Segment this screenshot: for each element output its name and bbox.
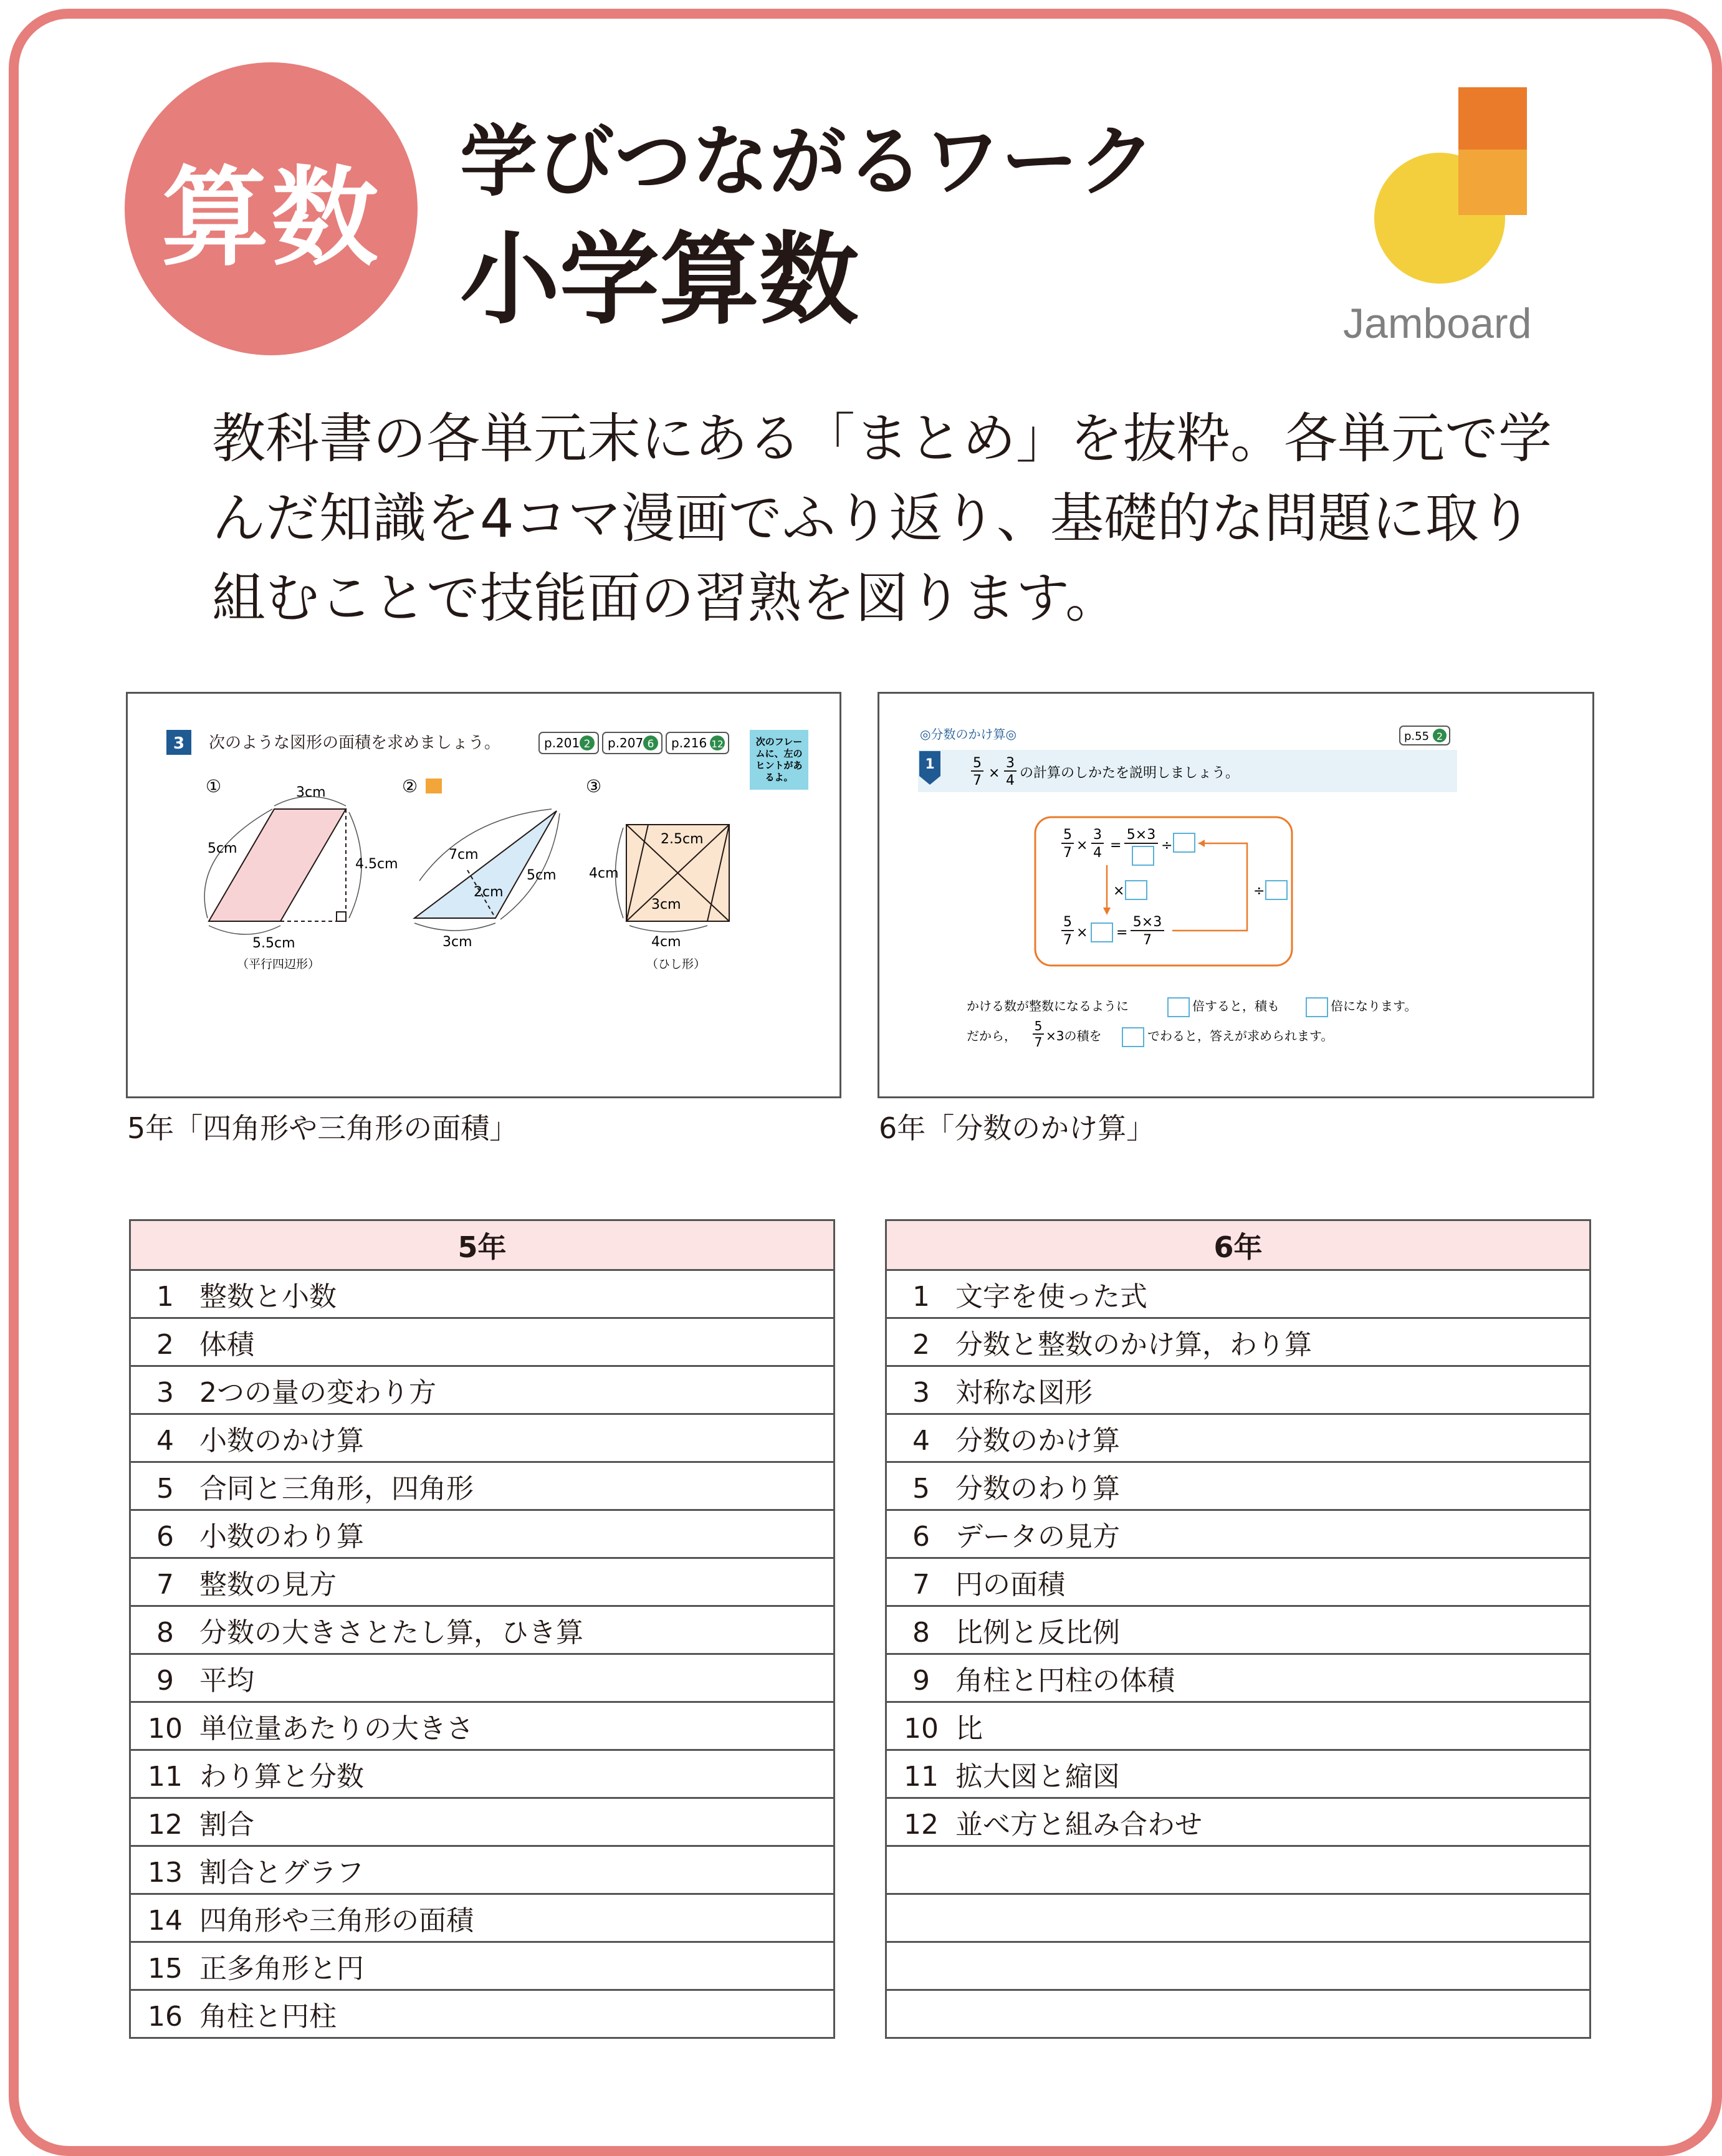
unit-cell (886, 1270, 1590, 1318)
table-row (130, 1606, 835, 1654)
table-row (130, 1894, 835, 1942)
unit-number: 8 (156, 1617, 174, 1649)
dim-label: 4.5cm (355, 856, 398, 872)
unit-cell (886, 1462, 1590, 1510)
dim-label: 3cm (651, 897, 681, 913)
svg-text:7: 7 (1143, 932, 1152, 948)
grade6-rows (886, 1270, 1590, 2038)
unit-number: 10 (904, 1713, 939, 1745)
unit-cell (130, 1798, 835, 1846)
unit-number: 4 (156, 1425, 174, 1457)
series-title: 学びつながるワーク (460, 117, 1156, 207)
unit-number: 2 (912, 1329, 930, 1361)
unit-cell (130, 1654, 835, 1702)
ref-page: p.55 (1404, 730, 1430, 743)
section-label: ◎分数のかけ算◎ (920, 727, 1016, 742)
grade5-rows (130, 1270, 835, 2038)
grade6-units-table (885, 1219, 1591, 2039)
unit-cell (886, 1366, 1590, 1414)
table-row (886, 1942, 1590, 1990)
table-row (130, 1366, 835, 1414)
svg-text:÷: ÷ (1161, 838, 1173, 853)
svg-text:=: = (1110, 838, 1122, 853)
area-problem-figure (128, 694, 839, 1096)
ref-badge: 6 (647, 738, 654, 750)
unit-cell (130, 1270, 835, 1318)
unit-cell (130, 1942, 835, 1990)
table-row (130, 1750, 835, 1798)
svg-text:4: 4 (1093, 845, 1102, 861)
unit-cell (130, 1894, 835, 1942)
table-row (886, 1702, 1590, 1750)
unit-number: 4 (912, 1425, 930, 1457)
unit-title: 拡大図と縮図 (955, 1761, 1120, 1793)
answer-blank (1168, 998, 1189, 1017)
subject-badge-label: 算数 (161, 155, 381, 280)
grade5-units-table (129, 1219, 835, 2039)
svg-text:5×3: 5×3 (1132, 914, 1162, 930)
unit-number: 1 (156, 1281, 174, 1313)
table-row (886, 1414, 1590, 1462)
hint-line: るよ。 (765, 772, 793, 783)
unit-title: 整数の見方 (199, 1569, 337, 1601)
table-row (886, 1270, 1590, 1318)
table-row (886, 1318, 1590, 1366)
table-header: 6年 (886, 1220, 1590, 1270)
unit-number: 2 (156, 1329, 174, 1361)
hint-line: ムに、左の (755, 748, 803, 759)
intro-line: 教科書の各単元末にある「まとめ」を抜粋。各単元で学 (212, 408, 1552, 470)
unit-title: 平均 (199, 1665, 254, 1697)
table-row (886, 1846, 1590, 1894)
svg-text:=: = (1116, 925, 1128, 941)
unit-cell (886, 1702, 1590, 1750)
unit-cell (886, 1798, 1590, 1846)
unit-cell (130, 1462, 835, 1510)
subject-title: 小学算数 (460, 221, 859, 338)
fig-label: ① (206, 776, 222, 797)
explanation-line: 倍すると，積も (1192, 999, 1280, 1013)
unit-number: 11 (148, 1761, 183, 1793)
unit-cell (130, 1558, 835, 1606)
unit-title: 四角形や三角形の面積 (199, 1905, 474, 1937)
table-row (886, 1366, 1590, 1414)
unit-title: 分数の大きさとたし算，ひき算 (199, 1617, 583, 1649)
unit-cell (886, 1414, 1590, 1462)
question-text: 次のような図形の面積を求めましょう。 (209, 734, 501, 752)
table-row (886, 1606, 1590, 1654)
unit-number: 12 (904, 1809, 939, 1841)
svg-text:5: 5 (1063, 827, 1072, 843)
unit-cell (886, 1846, 1590, 1894)
dim-label: 2.5cm (661, 831, 704, 847)
table-row (130, 1558, 835, 1606)
ref-badge: 12 (711, 739, 724, 750)
unit-title: 単位量あたりの大きさ (199, 1713, 474, 1745)
intro-line: んだ知識を4コマ漫画でふり返り、基礎的な問題に取り (212, 487, 1533, 550)
unit-title: 分数のかけ算 (955, 1425, 1120, 1457)
svg-text:7: 7 (1034, 1035, 1043, 1050)
unit-cell (130, 1846, 835, 1894)
shape-name: （平行四辺形） (237, 957, 320, 971)
unit-number: 7 (156, 1569, 174, 1601)
unit-cell (130, 1510, 835, 1558)
unit-title: 角柱と円柱 (199, 2001, 337, 2033)
table-row (130, 1414, 835, 1462)
fraction-problem-figure (879, 694, 1592, 1096)
sample-fraction-multiplication (878, 692, 1594, 1098)
table-row (130, 1702, 835, 1750)
answer-blank (1132, 846, 1154, 865)
unit-title: 小数のかけ算 (199, 1425, 364, 1457)
fig-label: ② (402, 776, 418, 797)
svg-text:7: 7 (1063, 932, 1072, 948)
svg-text:×: × (1113, 883, 1125, 899)
dim-label: 4cm (589, 866, 619, 881)
ref-page: p.207 (608, 735, 644, 750)
svg-text:5: 5 (1034, 1018, 1043, 1033)
explanation-line: ×3の積を (1046, 1028, 1102, 1043)
unit-title: 割合とグラフ (199, 1857, 364, 1889)
unit-title: 正多角形と円 (199, 1953, 364, 1985)
unit-number: 5 (912, 1473, 930, 1505)
answer-blank (1306, 998, 1327, 1017)
svg-text:5: 5 (1063, 914, 1072, 930)
svg-text:×: × (1076, 925, 1088, 941)
unit-title: 整数と小数 (199, 1281, 337, 1313)
table-row (130, 1990, 835, 2038)
table-row (130, 1654, 835, 1702)
unit-cell (886, 1654, 1590, 1702)
unit-title: わり算と分数 (199, 1761, 364, 1793)
unit-cell (130, 1990, 835, 2038)
dim-label: 5.5cm (252, 936, 295, 951)
intro-text (212, 399, 1552, 638)
unit-title: 分数と整数のかけ算，わり算 (955, 1329, 1312, 1361)
table-row (130, 1510, 835, 1558)
unit-number: 5 (156, 1473, 174, 1505)
table-row (886, 1510, 1590, 1558)
explanation-line: だから， (967, 1028, 1016, 1043)
unit-title: データの見方 (955, 1521, 1120, 1553)
unit-title: 角柱と円柱の体積 (955, 1665, 1175, 1697)
unit-cell (130, 1702, 835, 1750)
dim-label: 3cm (296, 785, 326, 800)
table-row (130, 1462, 835, 1510)
unit-number: 10 (148, 1713, 183, 1745)
svg-text:×: × (988, 765, 1000, 781)
hint-line: 次のフレー (755, 736, 803, 747)
table-row (130, 1270, 835, 1318)
fig-mark-icon (426, 779, 442, 793)
ref-page: p.216 (671, 735, 707, 750)
explanation-line: 倍になります。 (1331, 999, 1417, 1013)
subject-badge (125, 62, 418, 355)
svg-text:×: × (1076, 838, 1088, 853)
dim-label: 5cm (527, 868, 557, 883)
unit-title: 割合 (199, 1809, 254, 1841)
unit-title: 小数のわり算 (199, 1521, 364, 1553)
svg-text:4: 4 (1006, 773, 1015, 788)
unit-cell (130, 1318, 835, 1366)
unit-title: 円の面積 (955, 1569, 1065, 1601)
table-row (130, 1942, 835, 1990)
unit-title: 2つの量の変わり方 (199, 1377, 436, 1409)
table-row (886, 1750, 1590, 1798)
unit-title: 合同と三角形，四角形 (199, 1473, 474, 1505)
unit-number: 9 (156, 1665, 174, 1697)
explanation-line: でわると，答えが求められます。 (1147, 1028, 1334, 1043)
answer-blank (1091, 923, 1112, 942)
unit-cell (130, 1366, 835, 1414)
shape-name: （ひし形） (646, 957, 706, 971)
answer-blank (1174, 833, 1195, 852)
sample-area-problem (126, 692, 841, 1098)
dim-label: 2cm (474, 884, 504, 900)
sample-caption-left: 5年「四角形や三角形の面積」 (127, 1111, 519, 1145)
svg-text:3: 3 (1006, 755, 1015, 771)
answer-blank (1122, 1028, 1144, 1047)
table-row (886, 1894, 1590, 1942)
unit-title: 文字を使った式 (955, 1281, 1147, 1313)
fig-label: ③ (586, 776, 602, 797)
table-row (886, 1462, 1590, 1510)
unit-number: 12 (148, 1809, 183, 1841)
explanation-line: かける数が整数になるように (967, 999, 1129, 1013)
unit-cell (886, 1942, 1590, 1990)
unit-title: 比 (955, 1713, 983, 1745)
table-row (886, 1558, 1590, 1606)
unit-cell (886, 1606, 1590, 1654)
table-row (886, 1990, 1590, 2038)
table-row (886, 1798, 1590, 1846)
table-header: 5年 (130, 1220, 835, 1270)
svg-text:7: 7 (1063, 845, 1072, 861)
unit-number: 6 (912, 1521, 930, 1553)
answer-blank (1126, 881, 1147, 899)
table-row (130, 1318, 835, 1366)
table-row (886, 1654, 1590, 1702)
unit-number: 6 (156, 1521, 174, 1553)
unit-cell (886, 1894, 1590, 1942)
unit-cell (130, 1414, 835, 1462)
question-text: の計算のしかたを説明しましょう。 (1020, 765, 1240, 781)
ref-page: p.201 (544, 735, 580, 750)
unit-cell (886, 1750, 1590, 1798)
unit-number: 8 (912, 1617, 930, 1649)
problem-number: 3 (173, 734, 185, 753)
unit-cell (886, 1318, 1590, 1366)
ref-badge: 2 (583, 738, 591, 750)
unit-title: 比例と反比例 (955, 1617, 1120, 1649)
unit-number: 3 (912, 1377, 930, 1409)
unit-number: 15 (148, 1953, 183, 1985)
ref-badge: 2 (1436, 731, 1443, 742)
unit-title: 体積 (199, 1329, 254, 1361)
dim-label: 7cm (449, 847, 479, 863)
answer-blank (1266, 881, 1287, 899)
unit-number: 7 (912, 1569, 930, 1601)
unit-cell (886, 1990, 1590, 2038)
unit-number: 9 (912, 1665, 930, 1697)
unit-number: 13 (148, 1857, 183, 1889)
dim-label: 4cm (651, 934, 681, 950)
page-ref-chips (539, 732, 729, 754)
unit-cell (886, 1510, 1590, 1558)
unit-title: 対称な図形 (955, 1377, 1093, 1409)
unit-number: 11 (904, 1761, 939, 1793)
unit-cell (130, 1750, 835, 1798)
unit-cell (130, 1606, 835, 1654)
unit-title: 分数のわり算 (955, 1473, 1120, 1505)
unit-title: 並べ方と組み合わせ (955, 1809, 1202, 1841)
intro-line: 組むことで技能面の習熟を図ります。 (212, 567, 1119, 630)
problem-number: 1 (925, 757, 935, 772)
jamboard-logo-text: Jamboard (1343, 300, 1532, 347)
hint-line: ヒントがあ (755, 760, 803, 771)
unit-number: 1 (912, 1281, 930, 1313)
svg-text:3: 3 (1093, 827, 1102, 843)
dim-label: 5cm (208, 841, 237, 856)
svg-text:5: 5 (973, 755, 982, 771)
unit-number: 14 (148, 1905, 183, 1937)
unit-number: 3 (156, 1377, 174, 1409)
parallelogram-shape (209, 809, 346, 921)
svg-text:7: 7 (973, 773, 982, 788)
unit-number: 16 (148, 2001, 183, 2033)
table-row (130, 1846, 835, 1894)
svg-text:5×3: 5×3 (1126, 827, 1156, 843)
dim-label: 3cm (442, 934, 472, 950)
svg-text:÷: ÷ (1253, 883, 1265, 899)
table-row (130, 1798, 835, 1846)
unit-cell (886, 1558, 1590, 1606)
sample-caption-right: 6年「分数のかけ算」 (879, 1111, 1155, 1145)
